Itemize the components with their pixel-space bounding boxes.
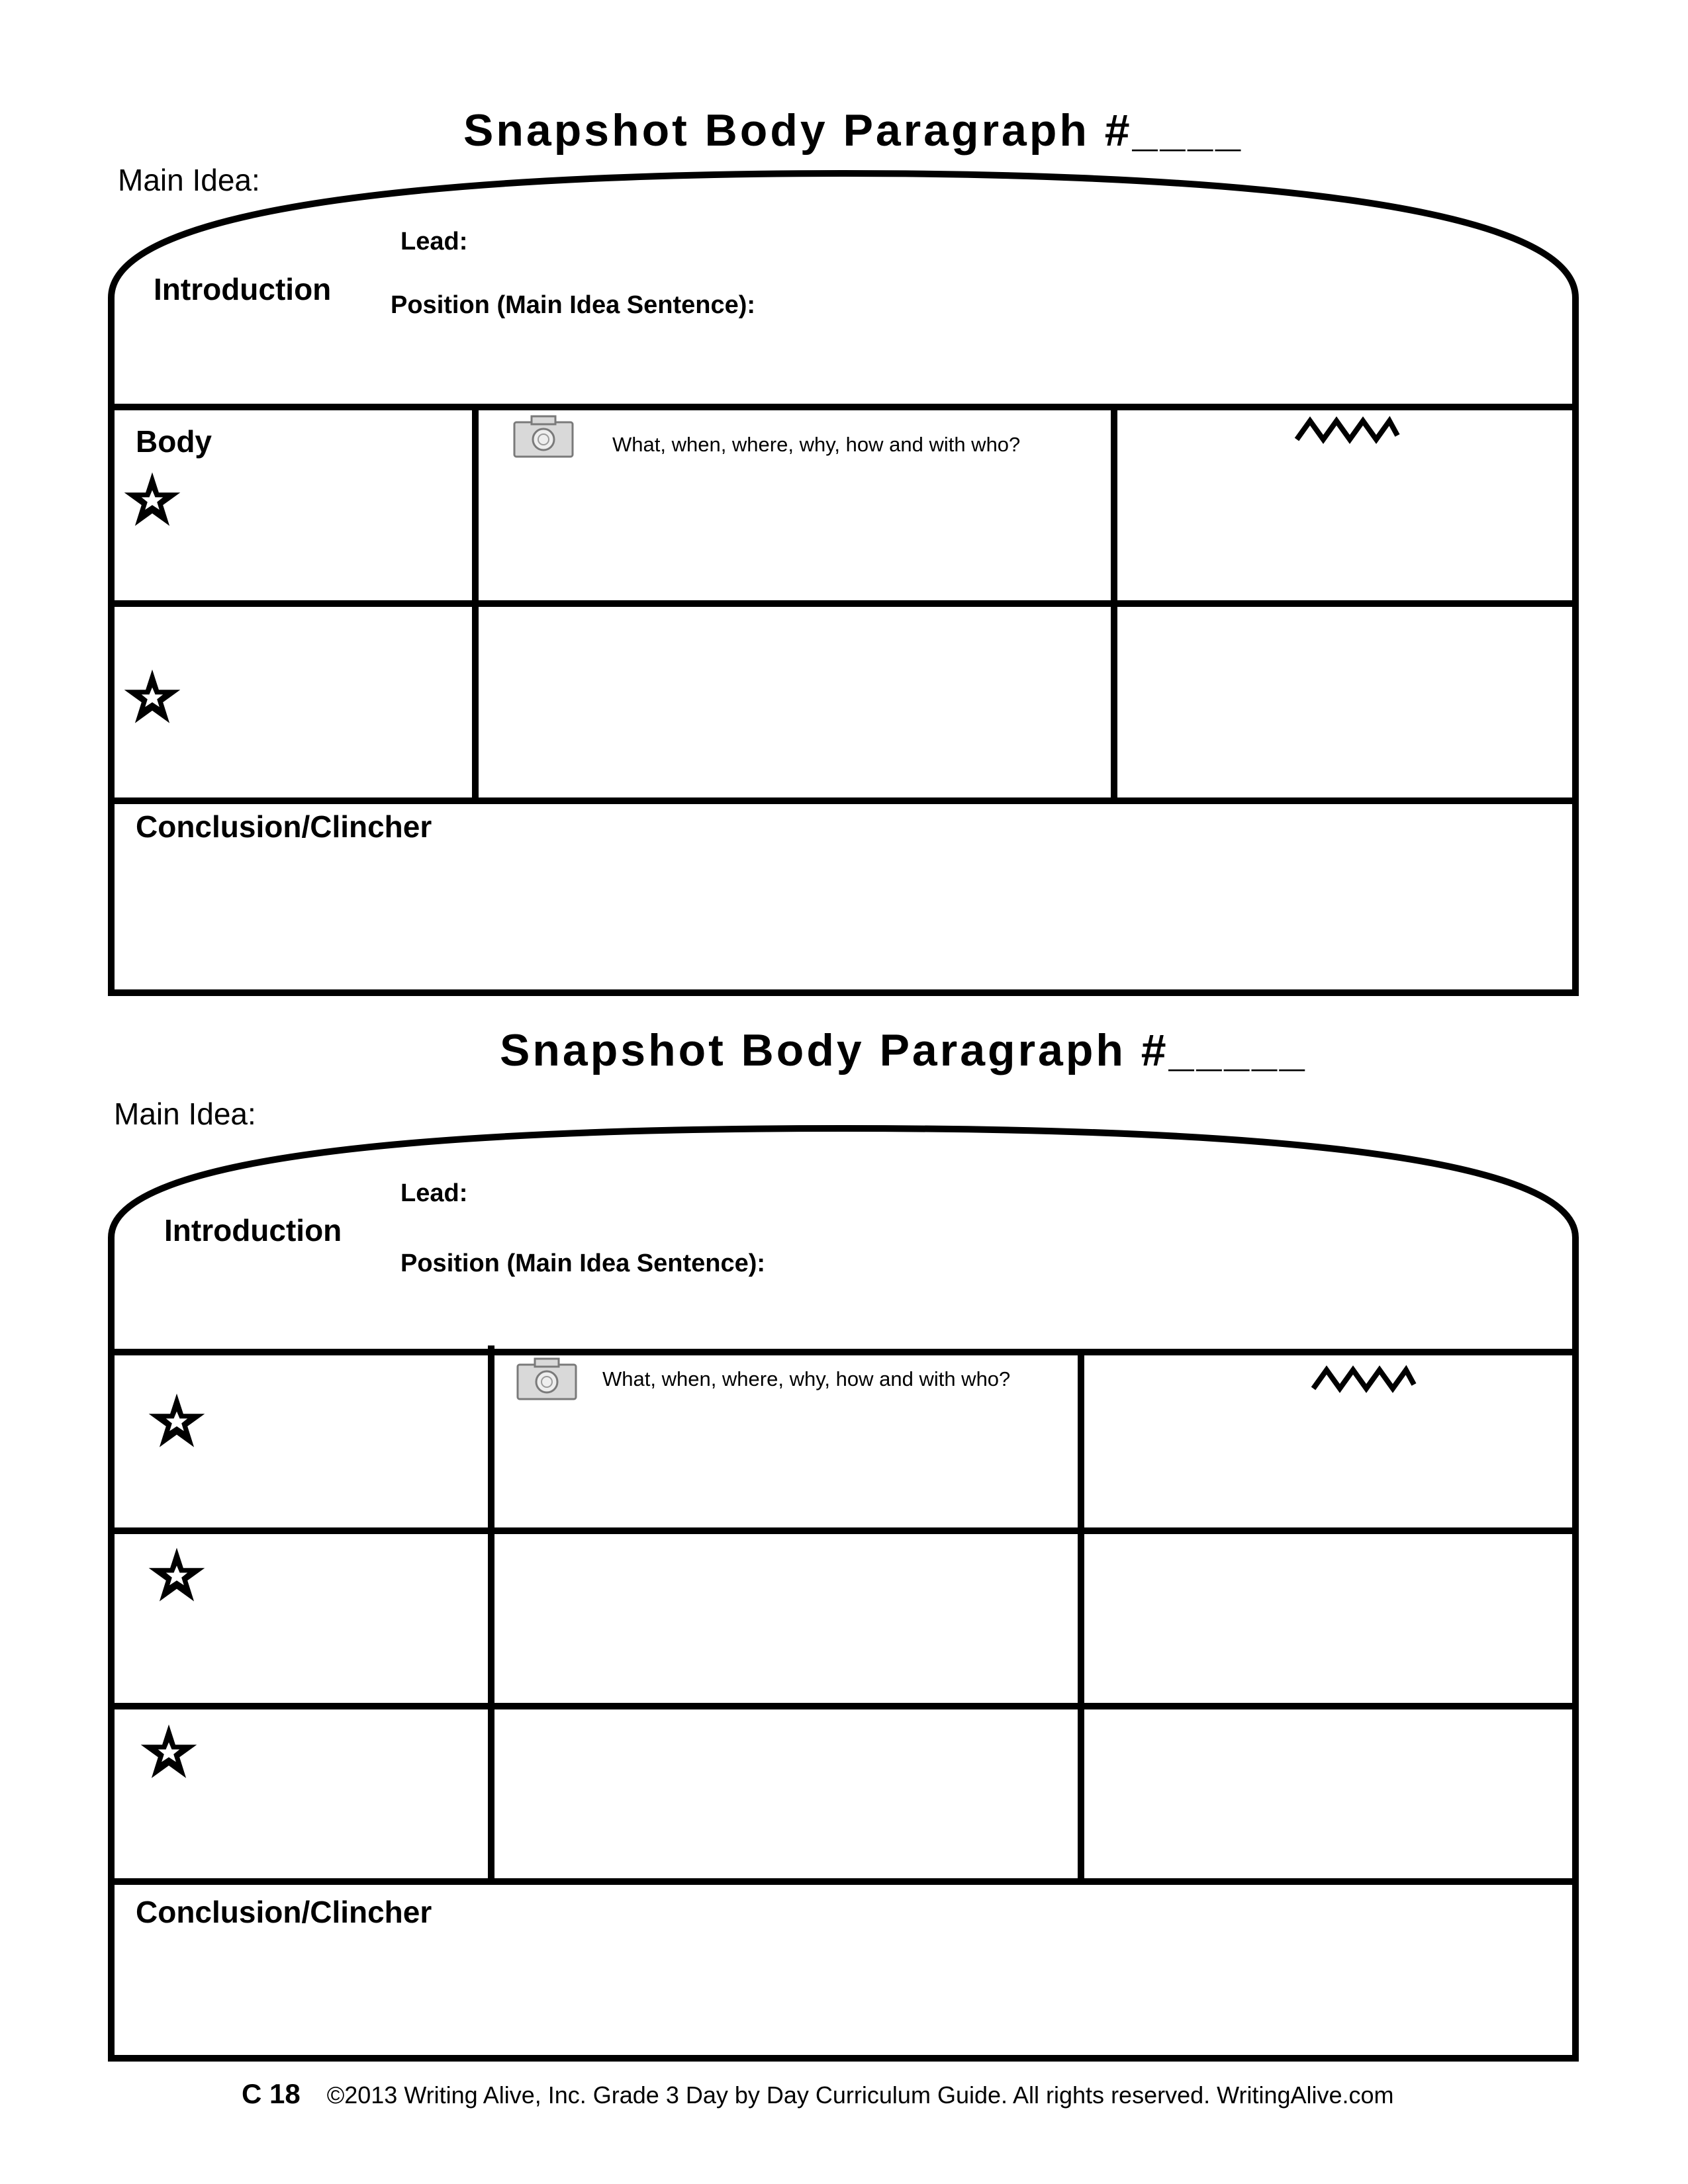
section-2-main-idea-label: Main Idea: [114, 1097, 256, 1131]
section-1-position-label: Position (Main Idea Sentence): [391, 291, 756, 319]
section-1-lead-label: Lead: [400, 228, 468, 255]
section-1-main-idea-label: Main Idea: [118, 163, 260, 197]
section-2-title: Snapshot Body Paragraph #_____ [500, 1025, 1307, 1075]
section-2-snapshot-prompt: What, when, where, why, how and with who? [602, 1367, 1011, 1390]
star-icon [147, 1391, 207, 1451]
page-footer [242, 2078, 1394, 2110]
section-1-introduction-label: Introduction [154, 272, 332, 306]
section-2-lead-label: Lead: [400, 1179, 468, 1207]
copyright-text: ©2013 Writing Alive, Inc. Grade 3 Day by Day Curriculum Guide. All rights reserved. WritingAlive.com [326, 2081, 1394, 2109]
camera-icon [516, 1357, 577, 1400]
section-2-conclusion-label: Conclusion/Clincher [136, 1895, 432, 1929]
zigzag-icon [1311, 1365, 1417, 1394]
section-2-introduction-label: Introduction [164, 1213, 342, 1248]
section-1-snapshot-prompt: What, when, where, why, how and with who? [612, 433, 1021, 456]
section-2-position-label: Position (Main Idea Sentence): [400, 1250, 766, 1277]
section-1-title: Snapshot Body Paragraph #____ [463, 105, 1243, 156]
star-icon [139, 1722, 199, 1782]
section-1-body-label: Body [136, 424, 212, 459]
section-1-conclusion-label: Conclusion/Clincher [136, 809, 432, 844]
star-icon [147, 1545, 207, 1605]
page-number: C 18 [242, 2078, 301, 2109]
